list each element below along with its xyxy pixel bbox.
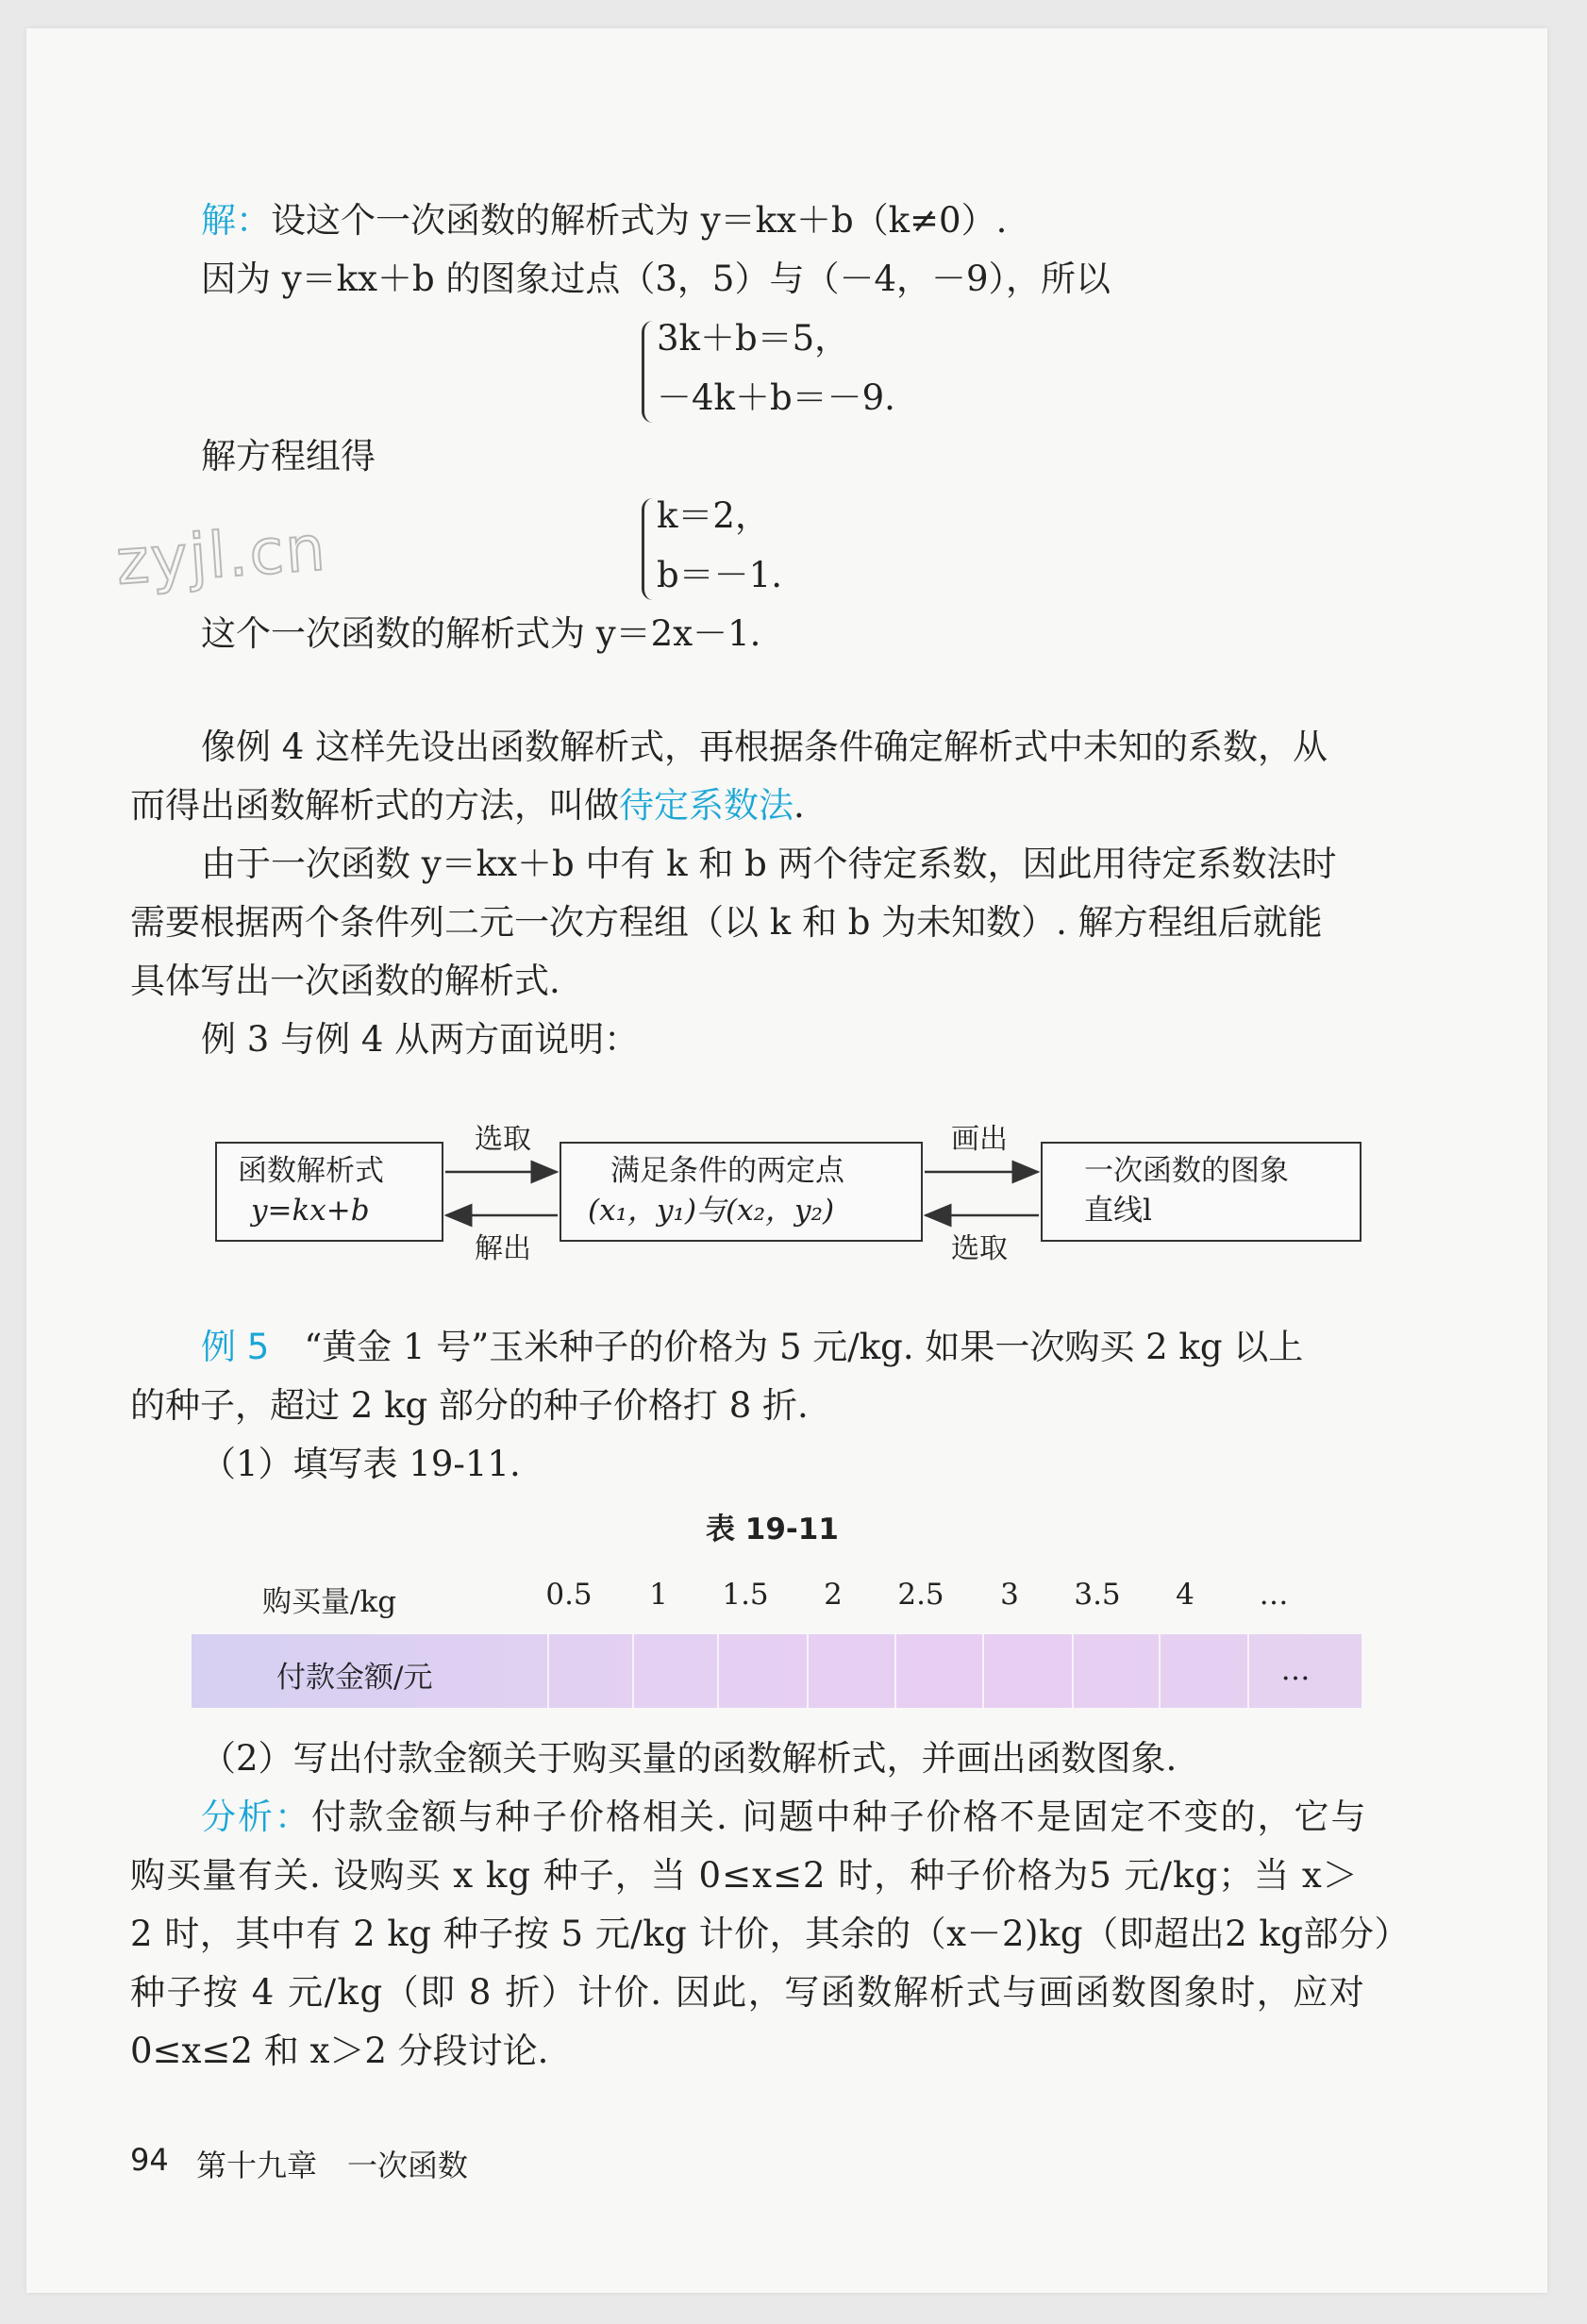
table-divider bbox=[632, 1634, 634, 1708]
box-points-title: 满足条件的两定点 bbox=[610, 1154, 844, 1188]
box-formula-expr: y=kx+b bbox=[251, 1194, 370, 1228]
diagram-arrows bbox=[26, 28, 1547, 1349]
table-cell: 2.5 bbox=[897, 1578, 944, 1612]
table-cell: 1.5 bbox=[722, 1578, 769, 1612]
box-graph-title: 一次函数的图象 bbox=[1084, 1154, 1289, 1188]
table-divider bbox=[982, 1634, 984, 1708]
table-title: 表 19-11 bbox=[706, 1513, 839, 1547]
key-term: 待定系数法 bbox=[619, 785, 794, 826]
arrow-label-solve: 解出 bbox=[475, 1232, 531, 1265]
example5-question1: （1）填写表 19-11. bbox=[201, 1444, 521, 1484]
solution-result: 这个一次函数的解析式为 y＝2x－1. bbox=[201, 613, 761, 654]
analysis-text: 付款金额与种子价格相关. 问题中种子价格不是固定不变的，它与 bbox=[311, 1797, 1368, 1837]
arrow-label-select-back: 选取 bbox=[951, 1232, 1008, 1265]
system2-eq2: b＝－1. bbox=[657, 555, 782, 595]
table-cell: 1 bbox=[649, 1578, 668, 1612]
table-divider bbox=[1247, 1634, 1249, 1708]
example5-line2: 的种子，超过 2 kg 部分的种子价格打 8 折. bbox=[130, 1385, 809, 1426]
table-row2-header: 付款金额/元 bbox=[276, 1661, 433, 1695]
paragraph1-end: . bbox=[794, 785, 805, 826]
box-formula-title: 函数解析式 bbox=[238, 1154, 384, 1188]
box-graph-line: 直线l bbox=[1084, 1194, 1152, 1228]
analysis-line3: 2 时，其中有 2 kg 种子按 5 元/kg 计价，其余的（x－2)kg（即超出2 kg部分） bbox=[130, 1914, 1410, 1954]
solution-label: 解： bbox=[201, 200, 271, 241]
table-cell: … bbox=[1259, 1578, 1289, 1612]
analysis-line1 bbox=[201, 1795, 1368, 1840]
table-cell: 0.5 bbox=[545, 1578, 593, 1612]
paragraph1-line1: 像例 4 这样先设出函数解析式，再根据条件确定解析式中未知的系数，从 bbox=[201, 727, 1328, 767]
table-divider bbox=[717, 1634, 719, 1708]
example5-label: 例 5 bbox=[201, 1327, 270, 1367]
paragraph3: 例 3 与例 4 从两方面说明： bbox=[201, 1019, 640, 1060]
example5-line1 bbox=[201, 1325, 1303, 1370]
analysis-line5: 0≤x≤2 和 x＞2 分段讨论. bbox=[130, 2031, 549, 2071]
solution-intro: 设这个一次函数的解析式为 y＝kx＋b（k≠0）. bbox=[271, 200, 1008, 241]
table-divider bbox=[894, 1634, 896, 1708]
system1-eq2: －4k＋b＝－9. bbox=[657, 377, 895, 418]
table-divider bbox=[1072, 1634, 1074, 1708]
table-row2-ellipsis: … bbox=[1280, 1653, 1311, 1687]
table-cell: 2 bbox=[824, 1578, 843, 1612]
solution-because: 因为 y＝kx＋b 的图象过点（3，5）与（－4，－9），所以 bbox=[201, 259, 1111, 299]
analysis-line4: 种子按 4 元/kg（即 8 折）计价. 因此，写函数解析式与画函数图象时，应对 bbox=[130, 1972, 1366, 2013]
paragraph2-line1: 由于一次函数 y＝kx＋b 中有 k 和 b 两个待定系数，因此用待定系数法时 bbox=[201, 844, 1337, 884]
table-row1-header: 购买量/kg bbox=[262, 1585, 397, 1619]
table-cell: 3 bbox=[1000, 1578, 1019, 1612]
watermark: zyjl.cn bbox=[113, 511, 329, 599]
example5-text: “黄金 1 号”玉米种子的价格为 5 元/kg. 如果一次购买 2 kg 以上 bbox=[304, 1327, 1304, 1367]
page-number: 94 bbox=[130, 2142, 169, 2178]
textbook-page bbox=[26, 28, 1547, 2293]
analysis-label: 分析： bbox=[201, 1797, 311, 1837]
table-divider bbox=[547, 1634, 549, 1708]
system1-eq1: 3k＋b＝5， bbox=[657, 318, 850, 359]
chapter-title: 第十九章 一次函数 bbox=[196, 2148, 469, 2183]
example5-question2: （2）写出付款金额关于购买量的函数解析式，并画出函数图象. bbox=[201, 1738, 1178, 1779]
system2-eq1: k＝2， bbox=[657, 495, 770, 536]
table-cell: 3.5 bbox=[1074, 1578, 1121, 1612]
paragraph1-text: 而得出函数解析式的方法，叫做 bbox=[130, 785, 619, 826]
arrow-label-draw: 画出 bbox=[951, 1123, 1008, 1156]
arrow-label-select: 选取 bbox=[475, 1123, 531, 1156]
table-divider bbox=[1159, 1634, 1161, 1708]
table-divider bbox=[807, 1634, 809, 1708]
paragraph2-line3: 具体写出一次函数的解析式. bbox=[130, 961, 560, 1001]
solution-solve: 解方程组得 bbox=[201, 436, 376, 477]
box-points-coords: (x₁，y₁)与(x₂，y₂) bbox=[588, 1194, 835, 1228]
table-cell: 4 bbox=[1176, 1578, 1194, 1612]
paragraph2-line2: 需要根据两个条件列二元一次方程组（以 k 和 b 为未知数）. 解方程组后就能 bbox=[130, 902, 1323, 943]
analysis-line2: 购买量有关. 设购买 x kg 种子，当 0≤x≤2 时，种子价格为5 元/kg；当 x＞ bbox=[130, 1855, 1359, 1896]
